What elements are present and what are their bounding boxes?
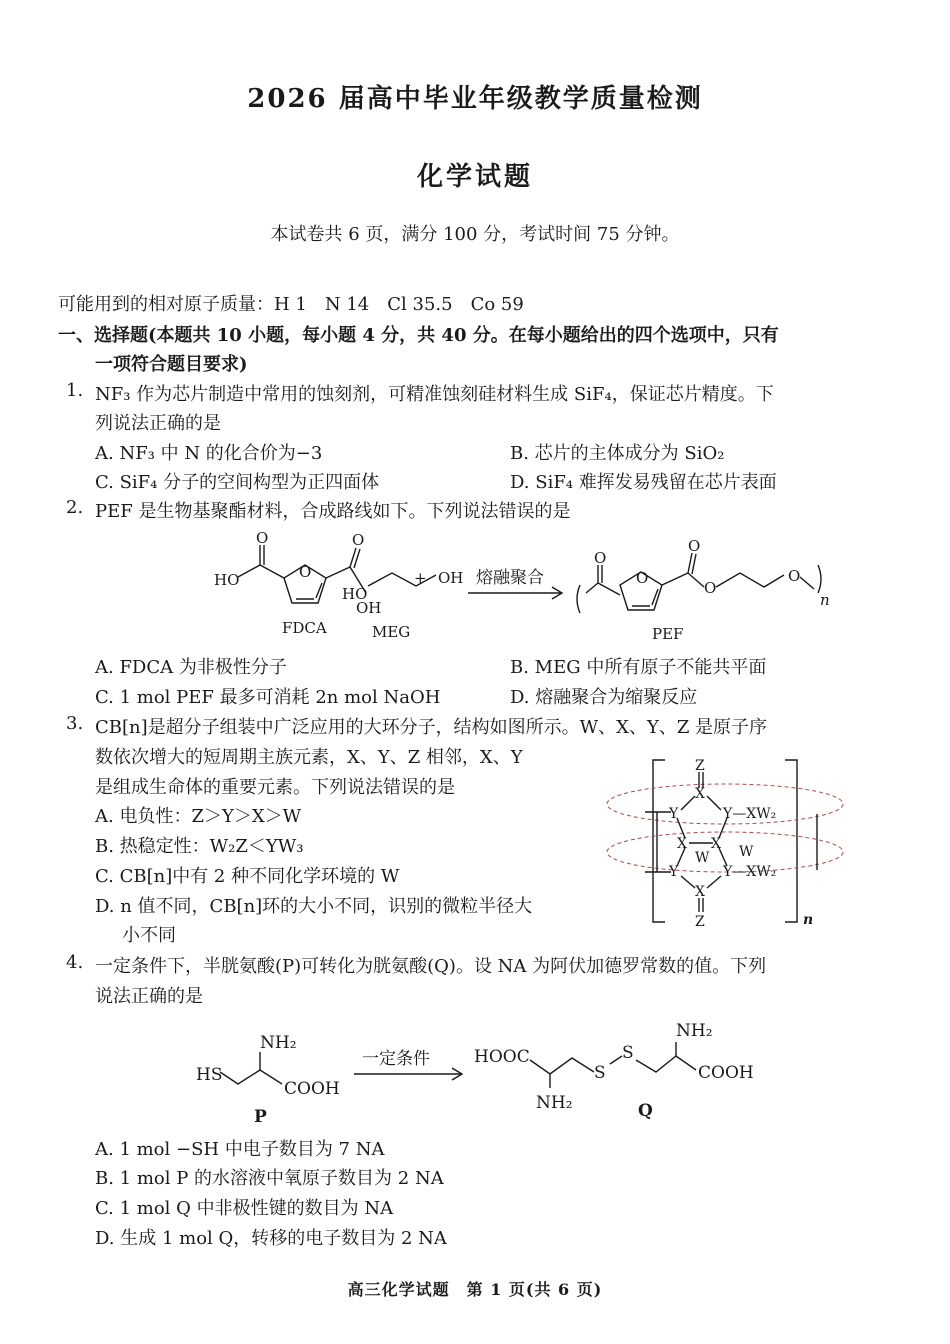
pef-label: PEF: [652, 625, 684, 643]
q4-number: 4.: [66, 952, 84, 973]
cb-atom-y-left-top: Y: [669, 806, 679, 822]
fdca-carbonyl-o-right: O: [352, 531, 365, 549]
cb-atom-x-left-mid: X: [677, 836, 687, 852]
q-s-right: S: [622, 1043, 634, 1063]
fdca-ring-o: O: [299, 563, 312, 581]
q-nh2-top-label: NH₂: [676, 1021, 713, 1041]
pef-carbonyl-o-left: O: [594, 549, 607, 567]
cb-atom-yxw2-top: Y—XW₂: [723, 806, 777, 822]
fdca-carbonyl-o-left: O: [256, 529, 269, 547]
cb-atom-yxw2-bottom: Y—XW₂: [723, 864, 777, 880]
q1-number: 1.: [66, 380, 84, 401]
meg-label: MEG: [372, 623, 411, 641]
reaction-arrow-label: 熔融聚合: [476, 568, 544, 588]
q3-option-d-line1[interactable]: D. n 值不同，CB[n]环的大小不同，识别的微粒半径大: [95, 896, 533, 917]
q2-stem: PEF 是生物基聚酯材料，合成路线如下。下列说法错误的是: [95, 501, 571, 522]
atomic-masses: 可能用到的相对原子质量：H 1 N 14 Cl 35.5 Co 59: [58, 294, 524, 315]
q4-stem-line2: 说法正确的是: [95, 986, 203, 1007]
q3-stem-line3: 是组成生命体的重要元素。下列说法错误的是: [95, 777, 455, 798]
p-hs-label: HS: [196, 1065, 223, 1085]
cb-atom-z-bottom: Z: [695, 914, 705, 930]
pef-repeat-n: n: [820, 591, 830, 609]
exam-note: 本试卷共 6 页，满分 100 分，考试时间 75 分钟。: [270, 224, 680, 245]
cb-atom-y-left-bottom: Y: [669, 864, 679, 880]
q3-option-a[interactable]: A. 电负性：Z＞Y＞X＞W: [95, 806, 302, 827]
q3-option-b[interactable]: B. 热稳定性：W₂Z＜YW₃: [95, 836, 304, 857]
q4-option-b[interactable]: B. 1 mol P 的水溶液中氧原子数目为 2 NA: [95, 1168, 444, 1189]
fdca-ho-label: HO: [214, 571, 240, 589]
q1-option-d[interactable]: D. SiF₄ 难挥发易残留在芯片表面: [510, 472, 777, 493]
section-heading-line2: 一项符合题目要求): [95, 354, 248, 375]
q1-stem-line1: NF₃ 作为芯片制造中常用的蚀刻剂，可精准蚀刻硅材料生成 SiF₄，保证芯片精度。下: [95, 384, 774, 405]
cb-atom-w-right: W: [739, 844, 754, 860]
meg-ho-label: HO: [342, 585, 368, 603]
plus-sign: +: [414, 569, 427, 587]
cb-atom-x-right-mid: X: [711, 836, 721, 852]
pef-synthesis-scheme: [100, 525, 840, 650]
q4-option-a[interactable]: A. 1 mol −SH 中电子数目为 7 NA: [95, 1139, 385, 1160]
q4-option-c[interactable]: C. 1 mol Q 中非极性键的数目为 NA: [95, 1198, 394, 1219]
p-nh2-label: NH₂: [260, 1033, 297, 1053]
cb-atom-z-top: Z: [695, 758, 705, 774]
p-cooh-label: COOH: [284, 1079, 340, 1099]
q-label: Q: [638, 1101, 653, 1121]
q3-option-d-line2: 小不同: [122, 925, 176, 946]
pef-ester-o: O: [704, 579, 717, 597]
q-hooc-label: HOOC: [474, 1047, 530, 1067]
q3-option-c[interactable]: C. CB[n]中有 2 种不同化学环境的 W: [95, 866, 400, 887]
q2-number: 2.: [66, 497, 84, 518]
cb-atom-x-bottom: X: [695, 884, 705, 900]
q-nh2-bottom-label: NH₂: [536, 1093, 573, 1113]
cb-atom-x-top: X: [695, 786, 705, 802]
q2-option-d[interactable]: D. 熔融聚合为缩聚反应: [510, 687, 698, 708]
meg-oh-label: OH: [438, 569, 464, 587]
q4-stem-line1: 一定条件下，半胱氨酸(P)可转化为胱氨酸(Q)。设 NA 为阿伏加德罗常数的值。下列: [95, 956, 767, 977]
q1-option-c[interactable]: C. SiF₄ 分子的空间构型为正四面体: [95, 472, 380, 493]
q3-stem-line2: 数依次增大的短周期主族元素，X、Y、Z 相邻，X、Y: [95, 747, 523, 768]
oxidation-arrow-label: 一定条件: [362, 1049, 430, 1069]
q1-option-a[interactable]: A. NF₃ 中 N 的化合价为−3: [95, 443, 323, 464]
cysteine-oxidation-scheme: [190, 1012, 790, 1127]
section-heading-line1: 一、选择题(本题共 10 小题，每小题 4 分，共 40 分。在每小题给出的四个选项中，只有: [58, 325, 779, 346]
q2-option-a[interactable]: A. FDCA 为非极性分子: [95, 657, 287, 678]
q2-option-b[interactable]: B. MEG 中所有原子不能共平面: [510, 657, 767, 678]
q2-option-c[interactable]: C. 1 mol PEF 最多可消耗 2n mol NaOH: [95, 687, 441, 708]
q4-option-d[interactable]: D. 生成 1 mol Q，转移的电子数目为 2 NA: [95, 1228, 447, 1249]
q3-number: 3.: [66, 713, 84, 734]
pef-ether-o: O: [788, 567, 801, 585]
exam-title: 2026 届高中毕业年级教学质量检测: [247, 84, 703, 114]
p-label: P: [254, 1107, 267, 1127]
subject-title: 化学试题: [416, 162, 533, 192]
pef-carbonyl-o-right: O: [688, 537, 701, 555]
cb-repeat-n: n: [803, 912, 814, 928]
cb-atom-w-mid: W: [695, 850, 710, 866]
q-cooh-label: COOH: [698, 1063, 754, 1083]
q3-stem-line1: CB[n]是超分子组装中广泛应用的大环分子，结构如图所示。W、X、Y、Z 是原子序: [95, 717, 768, 738]
page-footer: 高三化学试题 第 1 页(共 6 页): [347, 1280, 603, 1299]
cb-n-structure: [605, 752, 855, 932]
q1-option-b[interactable]: B. 芯片的主体成分为 SiO₂: [510, 443, 725, 464]
pef-ring-o: O: [636, 569, 649, 587]
q-s-left: S: [594, 1063, 606, 1083]
q1-stem-line2: 列说法正确的是: [95, 413, 221, 434]
fdca-label: FDCA: [282, 619, 327, 637]
fdca-oh-label: OH: [356, 599, 382, 617]
